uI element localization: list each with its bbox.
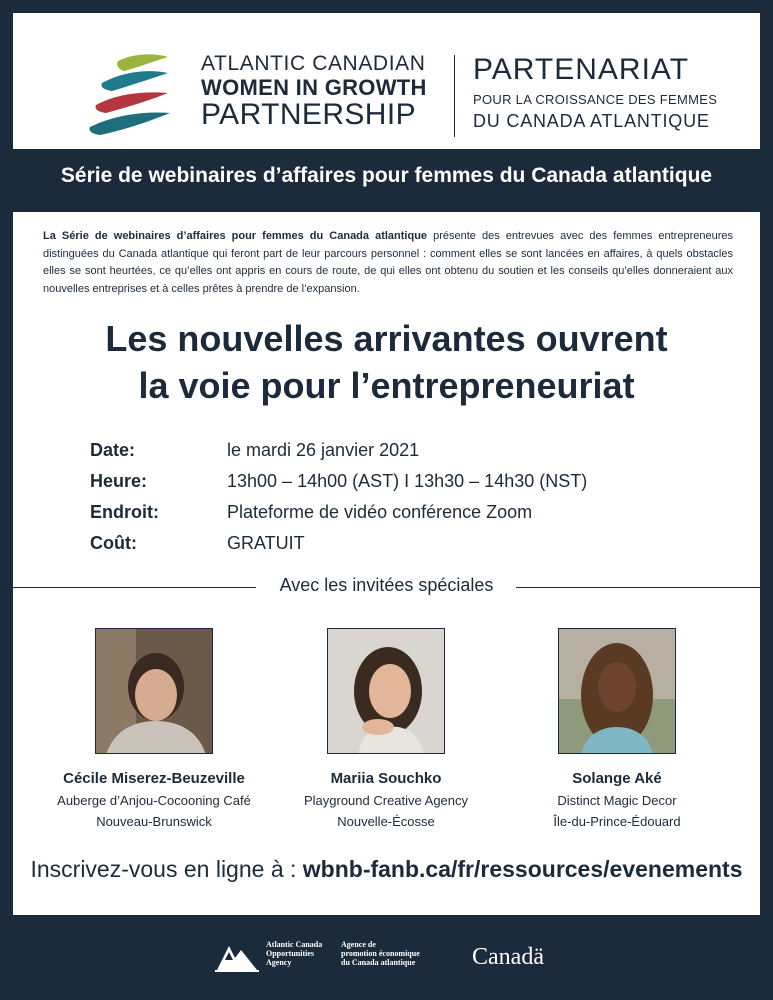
- guest-name: Mariia Souchko: [330, 770, 442, 787]
- guest-photo: [558, 628, 676, 754]
- acoa-french-name: [341, 940, 420, 967]
- acoa-english-name: [266, 940, 322, 967]
- registration-prefix: Inscrivez-vous en ligne à :: [30, 856, 303, 882]
- acoa-fr-line: promotion économique: [341, 949, 420, 958]
- intro-paragraph: [43, 228, 733, 298]
- canada-wordmark: Canadä: [472, 944, 544, 970]
- intro-bold-lead: La Série de webinaires d’affaires pour femmes du Canada atlantique: [43, 230, 428, 242]
- guest-portrait-image: [328, 629, 445, 754]
- registration-url: wbnb-fanb.ca/fr/ressources/evenements: [302, 856, 743, 882]
- logo-en-line2: WOMEN IN GROWTH: [201, 75, 427, 100]
- guest-province: Île-du-Prince-Édouard: [553, 814, 681, 829]
- acoa-en-line: Atlantic Canada: [266, 940, 323, 949]
- detail-value: 13h00 – 14h00 (AST) I 13h30 – 14h30 (NST): [227, 471, 588, 491]
- event-card: [13, 212, 760, 915]
- acoa-en-line: Opportunities: [266, 949, 315, 958]
- guest-province: Nouveau-Brunswick: [96, 814, 212, 829]
- detail-value: GRATUIT: [227, 533, 305, 553]
- detail-label: Heure:: [90, 471, 148, 491]
- guest-card: [502, 628, 732, 829]
- logo-fr-line1: PARTENARIAT: [473, 53, 690, 86]
- detail-value: le mardi 26 janvier 2021: [227, 440, 420, 460]
- acoa-fr-line: du Canada atlantique: [341, 958, 416, 967]
- event-title-line1: Les nouvelles arrivantes ouvrent: [105, 318, 668, 359]
- guest-company: Auberge d’Anjou-Cocooning Café: [57, 793, 251, 808]
- detail-row-time: [90, 466, 587, 497]
- logo-english-name: [201, 53, 441, 130]
- detail-label: Endroit:: [90, 502, 159, 522]
- footer: [0, 930, 773, 990]
- logo-french-name: [473, 55, 717, 130]
- logo-fr-line2: POUR LA CROISSANCE DES FEMMES: [473, 92, 718, 107]
- detail-label: Coût:: [90, 533, 137, 553]
- guest-company: Playground Creative Agency: [303, 793, 469, 808]
- acoa-logo-icon: [215, 940, 259, 972]
- series-title: Série de webinaires d’affaires pour femmes du Canada atlantique: [60, 164, 713, 187]
- logo-en-line1: ATLANTIC CANADIAN: [201, 52, 426, 75]
- event-title-line2: la voie pour l’entrepreneuriat: [138, 365, 635, 406]
- detail-row-cost: [90, 528, 587, 559]
- event-details: [90, 435, 587, 559]
- detail-value: Plateforme de vidéo conférence Zoom: [227, 502, 533, 522]
- guest-photo: [327, 628, 445, 754]
- guest-portrait-image: [96, 629, 213, 754]
- guest-photo: [95, 628, 213, 754]
- logo-en-line3: PARTNERSHIP: [201, 98, 417, 131]
- acoa-en-line: Agency: [266, 958, 292, 967]
- guest-name: Solange Aké: [572, 770, 662, 787]
- detail-row-location: [90, 497, 587, 528]
- guest-portrait-image: [559, 629, 676, 754]
- guest-province: Nouvelle-Écosse: [337, 814, 435, 829]
- logo-divider: [454, 55, 455, 137]
- partnership-logo-icon: [88, 53, 174, 135]
- event-title: [13, 315, 760, 409]
- guest-name: Cécile Miserez-Beuzeville: [63, 770, 245, 787]
- acoa-fr-line: Agence de: [341, 940, 376, 949]
- logo-fr-line3: DU CANADA ATLANTIQUE: [473, 111, 710, 131]
- guest-card: [39, 628, 269, 829]
- registration-line: [13, 856, 760, 883]
- intro-body: présente des entrevues avec des femmes entrepreneures distinguées du Canada atlantique qui feront part de leur parcours personnel : comment elles se sont lancées en affaires, à quels obstacles elles se sont heurtées, ce qu’elles ont appris en cours de route, de qui elles ont obtenu du soutien et les conseils qu’elles donneraient aux nouvelles entreprises et à celles prêtes à prendre de l’expansion.: [43, 230, 733, 295]
- detail-label: Date:: [90, 440, 136, 460]
- guests-divider-right: [516, 587, 760, 588]
- guest-company: Distinct Magic Decor: [557, 793, 677, 808]
- guest-card: [271, 628, 501, 829]
- guests-heading: Avec les invitées spéciales: [279, 575, 494, 595]
- partnership-logo-banner: [13, 13, 760, 149]
- detail-row-date: [90, 435, 587, 466]
